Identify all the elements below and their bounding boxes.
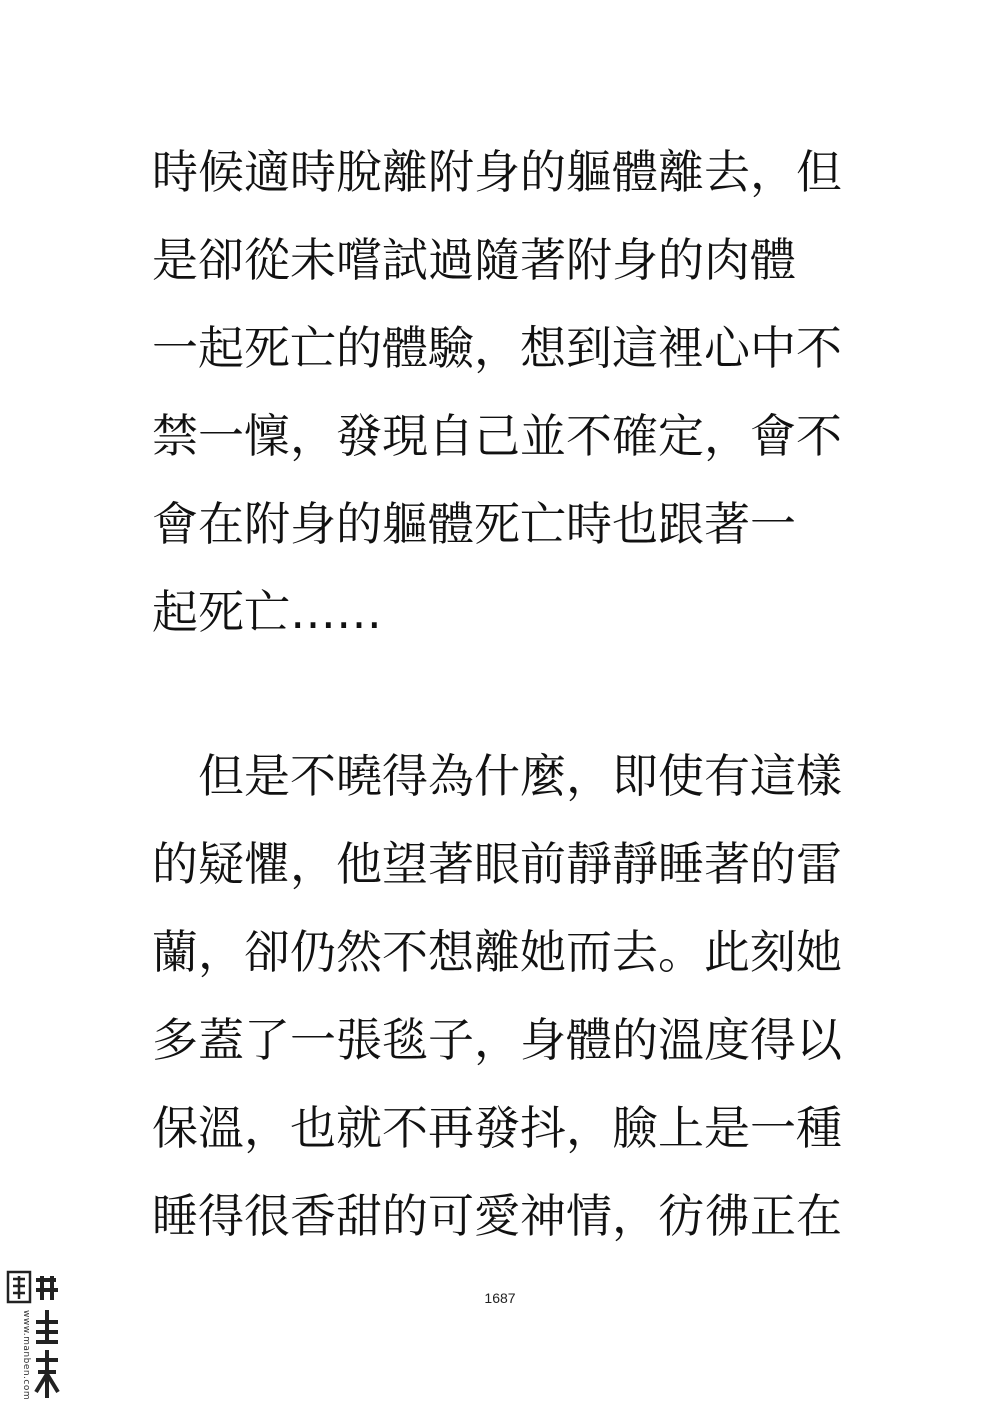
text-line: 是卻從未嚐試過隨著附身的肉體 [152, 233, 796, 287]
watermark-logo [6, 1270, 66, 1406]
text-line: 保溫，也就不再發抖，臉上是一種 [152, 1101, 842, 1155]
manben-logo-icon [6, 1270, 66, 1406]
page-number: 1687 [484, 1290, 516, 1306]
text-line: 蘭，卻仍然不想離她而去。此刻她 [152, 925, 842, 979]
text-line: 睡得很香甜的可愛神情，彷彿正在 [152, 1189, 842, 1243]
text-line: 一起死亡的體驗，想到這裡心中不 [152, 321, 842, 375]
text-line: 的疑懼，他望著眼前靜靜睡著的雷 [152, 837, 842, 891]
text-line: 時候適時脫離附身的軀體離去，但 [152, 145, 842, 199]
text-line: 多蓋了一張毯子，身體的溫度得以 [152, 1013, 842, 1067]
text-line: 但是不曉得為什麼，即使有這樣 [198, 749, 842, 803]
text-line: 禁一懍，發現自己並不確定，會不 [152, 409, 842, 463]
text-line: 起死亡…… [152, 585, 382, 639]
paragraph-2 [152, 732, 852, 1260]
watermark-url: www.manben.com [21, 1310, 31, 1401]
paragraph-1 [152, 128, 852, 656]
text-line: 會在附身的軀體死亡時也跟著一 [152, 497, 796, 551]
